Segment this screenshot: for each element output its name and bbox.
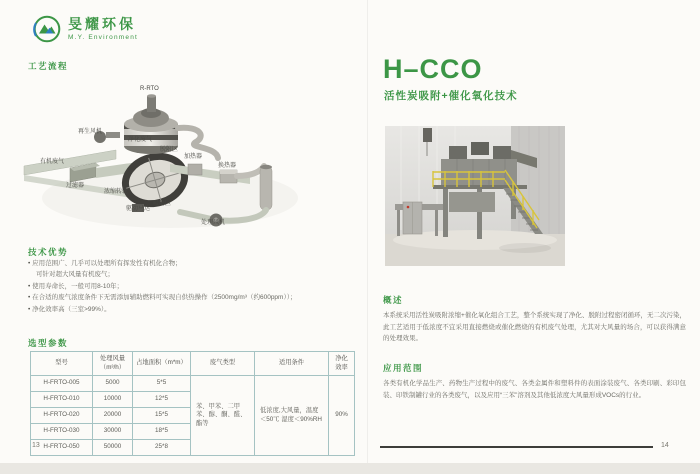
page-subtitle: 活性炭吸附+催化氧化技术 [384,90,518,102]
diagram-label: 驱动马达 [126,206,151,212]
advantage-line: • 使用寿命长，一般可用8-10年； [28,281,358,292]
logo-mark-icon [32,14,62,44]
advantages-list [28,258,358,315]
diagram-label: 脱附区 [160,147,179,153]
diagram-label: 处理风机 [201,220,226,226]
diagram-label: 吸附区 [153,201,172,207]
column-header: 处理风量 （m³/h） [93,352,133,376]
column-header: 型号 [31,352,93,376]
overview-paragraph: 本系统采用活性炭吸附浓缩+催化氧化组合工艺，整个系统实现了净化、脱附过程密闭循环，无二次污染，此工艺适用于低浓度不宜采用直接燃烧或催化燃烧的有机废气处理，尤其对大风量的场合，可以获得满意的处理效果。 [383,312,686,343]
advantage-line: • 净化效率高（三室>99%）。 [28,304,358,315]
company-name: 旻耀环保 [68,16,136,33]
section-title-overview: 概述 [383,295,404,305]
company-logo [32,14,138,44]
conditions-cell: 低浓度,大风量，温度＜50℃ 湿度＜90%RH [255,376,329,456]
table-cell: 50000 [93,440,133,456]
efficiency-cell: 90% [329,376,355,456]
table-cell: H-FRTO-005 [31,376,93,392]
table-cell: 30000 [93,424,133,440]
params-table-body [31,376,355,456]
column-header: 占地面积（m*m） [133,352,191,376]
table-cell: 5000 [93,376,133,392]
table-cell: H-FRTO-010 [31,392,93,408]
diagram-label: 有机废气 [40,159,65,165]
table-cell: 12*5 [133,392,191,408]
column-header: 适用条件 [255,352,329,376]
advantage-line: 可针对超大风量有机废气； [36,271,114,279]
table-cell: 15*5 [133,408,191,424]
table-cell: 25*8 [133,440,191,456]
diagram-label: 净化废气 [128,137,153,143]
gas-type-cell: 苯、甲苯、二甲苯、醇、酮、醛、酯等 [191,376,255,456]
section-title-process: 工艺流程 [28,61,69,71]
page-number-left: 13 [32,442,40,449]
diagram-label: 再生风机 [78,129,103,135]
column-header: 净化 效率 [329,352,355,376]
table-cell: H-FRTO-020 [31,408,93,424]
page-number-right: 14 [661,442,669,449]
advantage-line: • 应用范围广、几乎可以处理所有挥发性有机化合物； [28,258,358,269]
advantage-item [28,281,358,292]
page-title: H–CCO [383,54,483,84]
diagram-label: 浓缩转轮 [104,189,129,195]
process-diagram-graphic [20,80,360,245]
diagram-label: 过滤器 [66,183,85,189]
table-row [31,376,355,392]
advantage-item [28,292,358,303]
table-cell: 5*5 [133,376,191,392]
table-cell: H-FRTO-030 [31,424,93,440]
selection-params-table [30,351,355,456]
table-cell: 20000 [93,408,133,424]
diagram-label: 加热器 [184,154,203,160]
page-spine-divider [367,0,368,463]
table-cell: 10000 [93,392,133,408]
diagram-label: R-RTO [140,86,159,92]
params-table-head-row [31,352,355,376]
diagram-label: 换热器 [218,163,237,169]
equipment-photo-graphic [385,126,565,266]
advantage-item [28,304,358,315]
section-title-application: 应用范围 [383,363,424,373]
section-title-advantages: 技术优势 [28,247,69,257]
advantage-line: • 在合适的废气浓度条件下无需添加辅助燃料可实现自供热操作（2500mg/m³（约600ppm））； [28,292,358,303]
section-title-params: 选型参数 [28,338,69,348]
company-name-en: M.Y. Environment [68,33,139,41]
footer-rule [380,446,653,448]
page-bottom-edge [0,463,700,474]
table-cell: 18*5 [133,424,191,440]
advantage-item [28,258,358,281]
application-paragraph: 各类有机化学品生产、药物生产过程中的废气、各类金属件和塑料件的表面涂装废气、各类印刷、彩印包装、印铁制罐行业的各类废气，以及应用“三苯”溶剂及其他低浓度大风量形成VOCs的行业。 [383,380,686,399]
column-header: 废气类型 [191,352,255,376]
process-flow-diagram [20,80,360,245]
equipment-photo [385,126,565,266]
table-cell: H-FRTO-050 [31,440,93,456]
